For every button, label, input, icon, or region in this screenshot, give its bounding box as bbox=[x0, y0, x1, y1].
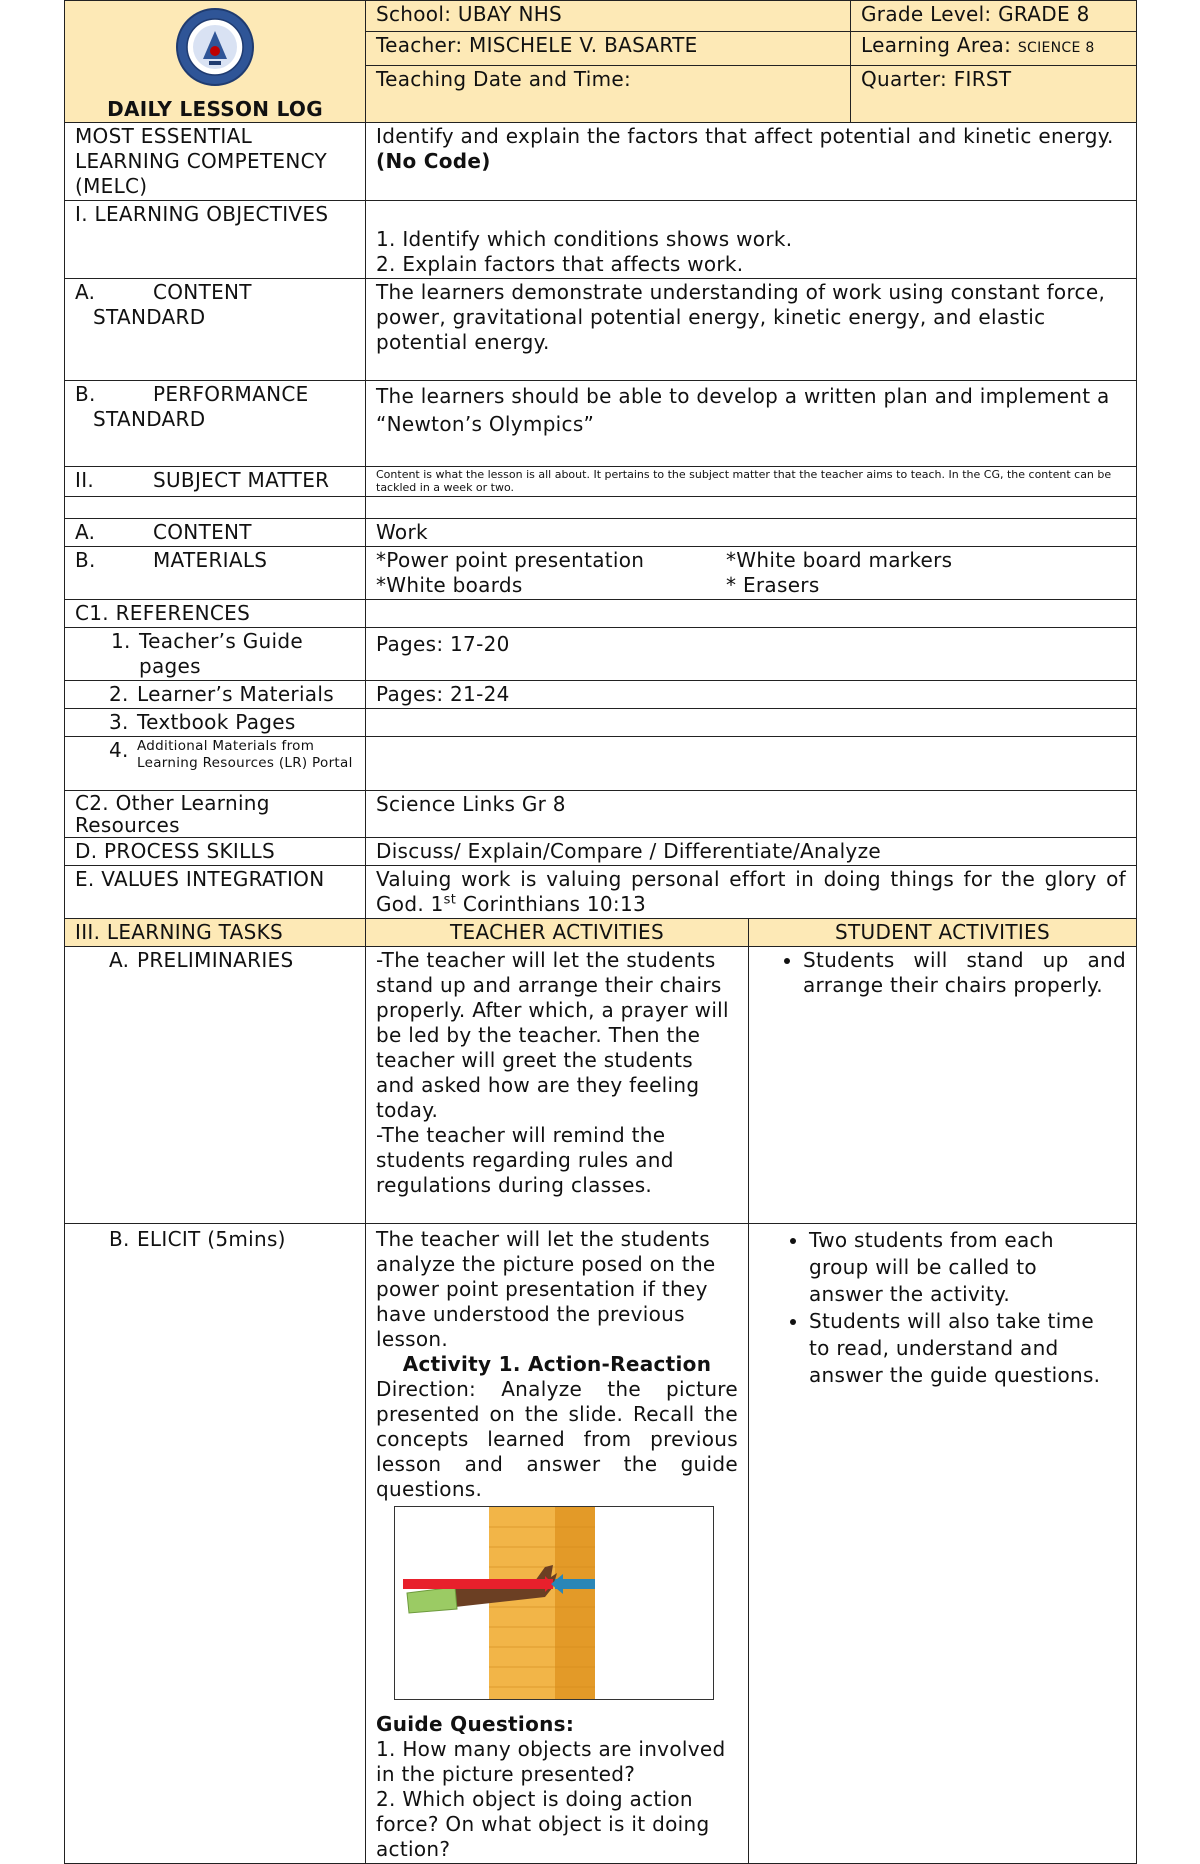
reference-value bbox=[366, 737, 1137, 791]
guide-questions-title: Guide Questions: bbox=[376, 1712, 575, 1736]
learning-tasks-label: III. LEARNING TASKS bbox=[65, 919, 366, 947]
school-cell: School: UBAY NHS bbox=[366, 1, 851, 32]
values-text: Valuing work is valuing personal effort in doing things for the glory of God. 1st Corinthians 10:13 bbox=[366, 866, 1137, 919]
objective-item: 1. Identify which conditions shows work. bbox=[376, 227, 793, 251]
learning-area-label: Learning Area: bbox=[861, 32, 1012, 57]
performance-standard-text: The learners should be able to develop a written plan and implement a “Newton’s Olympics” bbox=[366, 381, 1137, 467]
list-item: • Two students from each group will be called to answer the activity. bbox=[809, 1227, 1112, 1308]
objectives-label: I. LEARNING OBJECTIVES bbox=[65, 201, 366, 279]
preliminaries-student bbox=[749, 947, 1137, 1224]
material-item: *Power point presentation bbox=[376, 548, 645, 572]
materials-label: B. MATERIALS bbox=[65, 547, 366, 600]
objectives-content bbox=[366, 201, 1137, 279]
reference-value: Pages: 17-20 bbox=[366, 628, 1137, 681]
melc-label: MOST ESSENTIAL LEARNING COMPETENCY (MELC) bbox=[65, 123, 366, 201]
content-label: A. CONTENT bbox=[65, 519, 366, 547]
subject-matter-label: II. SUBJECT MATTER bbox=[65, 467, 366, 497]
action-reaction-picture bbox=[394, 1506, 714, 1700]
reference-label: 1. Teacher’s Guide pages bbox=[65, 628, 366, 681]
deped-seal-logo bbox=[173, 7, 257, 87]
elicit-teacher bbox=[366, 1224, 749, 1864]
performance-standard-label: B. PERFORMANCE STANDARD bbox=[65, 381, 366, 467]
teaching-date-cell: Teaching Date and Time: bbox=[366, 65, 851, 122]
content-standard-label: A. CONTENT STANDARD bbox=[65, 279, 366, 381]
grade-level-cell: Grade Level: GRADE 8 bbox=[851, 1, 1137, 32]
melc-content bbox=[366, 123, 1137, 201]
other-resources-value: Science Links Gr 8 bbox=[366, 791, 1137, 838]
log-title: DAILY LESSON LOG bbox=[107, 97, 323, 121]
action-force-arrow bbox=[403, 1579, 553, 1589]
reference-value bbox=[366, 709, 1137, 737]
list-item: • Students will also take time to read, understand and answer the guide questions. bbox=[809, 1308, 1112, 1389]
reference-label: 2. Learner’s Materials bbox=[65, 681, 366, 709]
preliminaries-label: A. PRELIMINARIES bbox=[65, 947, 366, 1224]
learning-area-value: SCIENCE 8 bbox=[1017, 39, 1095, 56]
melc-text: Identify and explain the factors that affect potential and kinetic energy. bbox=[376, 124, 1114, 148]
learning-area-cell bbox=[851, 31, 1137, 65]
blank-cell bbox=[366, 497, 1137, 519]
hand-pushing-wall-illustration bbox=[395, 1507, 713, 1699]
list-item: • Students will stand up and arrange their chairs properly. bbox=[803, 948, 1126, 998]
blank-cell bbox=[366, 600, 1137, 628]
objective-item: 2. Explain factors that affects work. bbox=[376, 252, 744, 276]
teacher-cell: Teacher: MISCHELE V. BASARTE bbox=[366, 31, 851, 65]
activity-direction: Direction: Analyze the picture presented on the slide. Recall the concepts learned from previous lesson and answer the guide questions. bbox=[376, 1377, 738, 1501]
material-item: *White board markers bbox=[726, 548, 953, 572]
materials-list bbox=[366, 547, 1137, 600]
guide-question: 2. Which object is doing action force? On what object is it doing action? bbox=[376, 1787, 710, 1861]
reference-label: 4. Additional Materials from Learning Resources (LR) Portal bbox=[65, 737, 366, 791]
subject-matter-note: Content is what the lesson is all about. It pertains to the subject matter that the teacher aims to teach. In the CG, the content can be tackled in a week or two. bbox=[366, 467, 1137, 497]
student-activities-header: STUDENT ACTIVITIES bbox=[749, 919, 1137, 947]
material-item: * Erasers bbox=[726, 573, 820, 597]
teacher-activities-header: TEACHER ACTIVITIES bbox=[366, 919, 749, 947]
other-resources-label: C2. Other Learning Resources bbox=[65, 791, 366, 838]
reference-label: 3. Textbook Pages bbox=[65, 709, 366, 737]
activity-title: Activity 1. Action-Reaction bbox=[402, 1352, 712, 1376]
elicit-intro: The teacher will let the students analyze the picture posed on the power point presentation if they have understood the previous lesson. bbox=[376, 1227, 716, 1351]
quarter-cell: Quarter: FIRST bbox=[851, 65, 1137, 122]
content-standard-text: The learners demonstrate understanding of work using constant force, power, gravitational potential energy, kinetic energy, and elastic potential energy. bbox=[366, 279, 1137, 381]
references-label: C1. REFERENCES bbox=[65, 600, 366, 628]
header-logo-cell bbox=[65, 1, 366, 123]
guide-question: 1. How many objects are involved in the picture presented? bbox=[376, 1737, 726, 1786]
values-label: E. VALUES INTEGRATION bbox=[65, 866, 366, 919]
blank-cell bbox=[65, 497, 366, 519]
content-value: Work bbox=[366, 519, 1137, 547]
elicit-label: B. ELICIT (5mins) bbox=[65, 1224, 366, 1864]
daily-lesson-log-table bbox=[64, 0, 1137, 1864]
material-item: *White boards bbox=[376, 573, 523, 597]
reference-value: Pages: 21-24 bbox=[366, 681, 1137, 709]
melc-code: (No Code) bbox=[376, 149, 491, 173]
preliminaries-teacher: -The teacher will let the students stand up and arrange their chairs properly. After which, a prayer will be led by the teacher. Then the teacher will greet the students and asked how are they feeling today. -The teacher will remind the students regarding rules and regulations during classes. bbox=[366, 947, 749, 1224]
process-skills-label: D. PROCESS SKILLS bbox=[65, 838, 366, 866]
elicit-student bbox=[749, 1224, 1137, 1864]
process-skills-value: Discuss/ Explain/Compare / Differentiate/Analyze bbox=[366, 838, 1137, 866]
